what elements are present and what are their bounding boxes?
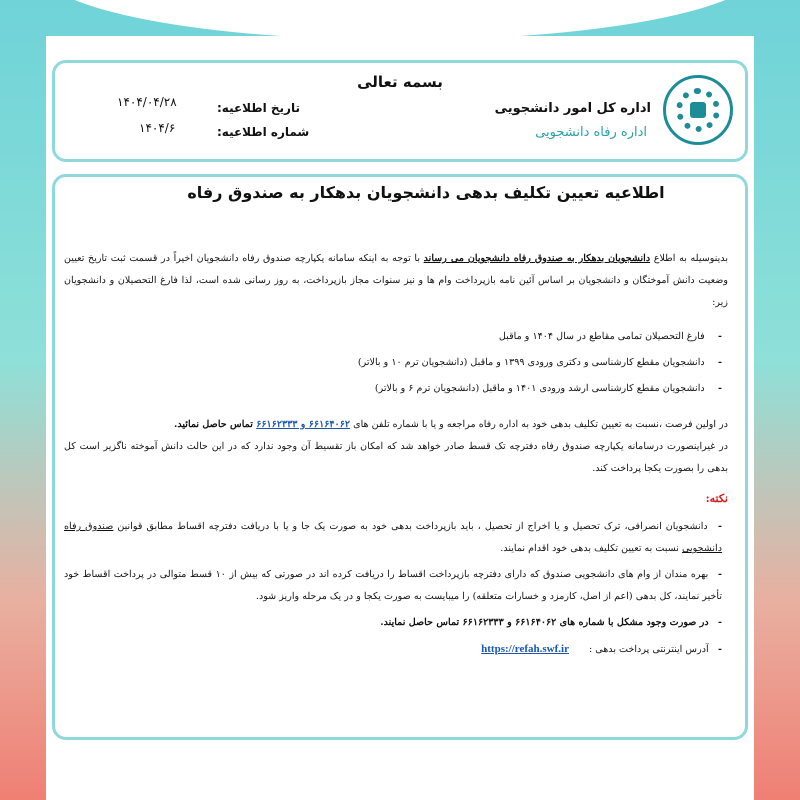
note-item: - بهره مندان از وام های دانشجویی صندوق که دارای دفترچه بازپرداخت اقساط را دریافت کرده اند در صورتی که بیش از ۱۰ قسط متوالی در پرداخت اقساط خود تأخیر نمایند، کل بدهی (اعم از اصل، کارمزد و خسارات متعلقه) را میبایست به صورت یکجا و در یک مرحله واریز شود. bbox=[64, 564, 722, 608]
notice-title: اطلاعیه تعیین تکلیف بدهی دانشجویان بدهکار به صندوق رفاه bbox=[187, 183, 665, 202]
note-label: نکته: bbox=[705, 492, 728, 505]
notes-list bbox=[64, 516, 728, 661]
warning-paragraph: در غیراینصورت درسامانه یکپارچه صندوق رفاه دفترچه تک قسط صادر خواهد شد که امکان باز تقسیط آن وجود ندارد که در این حالت دانش آموخته ناگزیر است کل بدهی را بصورت یکجا پرداخت کند. bbox=[64, 441, 728, 474]
target-list bbox=[64, 324, 728, 402]
intro-highlight: دانشجویان بدهکار به صندوق رفاه دانشجویان می رساند bbox=[423, 253, 651, 264]
list-item: - فارغ التحصیلان تمامی مقاطع در سال ۱۴۰۴ و ماقبل bbox=[64, 324, 722, 350]
note-item: - در صورت وجود مشکل با شماره های ۶۶۱۶۴۰۶۲ و ۶۶۱۶۲۳۳۳ تماس حاصل نمایند. bbox=[64, 612, 722, 634]
contact-paragraph: در اولین فرصت ،نسبت به تعیین تکلیف بدهی خود به اداره رفاه مراجعه و یا با شماره تلفن های ۶۶۱۶۴۰۶۲ و ۶۶۱۶۲۳۳۳ تماس حاصل نمائید. bbox=[174, 419, 728, 430]
number-label: شماره اطلاعیه: bbox=[217, 125, 310, 139]
date-label: تاریخ اطلاعیه: bbox=[217, 101, 300, 115]
contact-phones-link[interactable]: ۶۶۱۶۴۰۶۲ و ۶۶۱۶۲۳۳۳ bbox=[256, 419, 351, 430]
list-item: - دانشجویان مقطع کارشناسی ارشد ورودی ۱۴۰۱ و ماقبل (دانشجویان ترم ۶ و بالاتر) bbox=[64, 376, 722, 402]
payment-url-link[interactable]: https://refah.swf.ir bbox=[481, 643, 569, 655]
list-item: - دانشجویان مقطع کارشناسی و دکتری ورودی ۱۳۹۹ و ماقبل (دانشجویان ترم ۱۰ و بالاتر) bbox=[64, 350, 722, 376]
department-main: اداره کل امور دانشجویی bbox=[494, 101, 651, 116]
payment-row bbox=[64, 638, 722, 661]
top-wave-decoration bbox=[40, 0, 760, 40]
fund-link[interactable]: صندوق رفاه دانشجویی bbox=[64, 521, 722, 554]
notice-content bbox=[64, 248, 728, 665]
date-value: ۱۴۰۴/۰۴/۲۸ bbox=[117, 95, 177, 109]
department-sub: اداره رفاه دانشجویی bbox=[535, 125, 647, 140]
number-value: ۱۴۰۴/۶ bbox=[139, 121, 176, 135]
intro-paragraph: بدینوسیله به اطلاع دانشجویان بدهکار به صندوق رفاه دانشجویان می رساند با توجه به اینکه سامانه یکپارچه صندوق رفاه دانشجویان اخیراً در قسمت ثبت تاریخ تعیین وضعیت دانش آموختگان و دانشجویان بر اساس آئین نامه بازپرداخت وام ها و نیز سنوات مجاز بازپرداخت، به روز رسانی شده است، لذا فارغ التحصیلان و دانشجویان زیر: bbox=[64, 253, 728, 308]
note-item: - دانشجویان انصرافی، ترک تحصیل و یا اخراج از تحصیل ، باید بازپرداخت بدهی خود به صورت یک جا و یا با دریافت دفترچه اقساط مطابق قوانین صندوق رفاه دانشجویی نسبت به تعیین تکلیف بدهی خود اقدام نمایند. bbox=[64, 516, 722, 560]
payment-label: آدرس اینترنتی پرداخت بدهی : bbox=[588, 644, 709, 655]
basmala: بسمه تعالی bbox=[357, 73, 443, 91]
letterhead bbox=[52, 60, 748, 162]
